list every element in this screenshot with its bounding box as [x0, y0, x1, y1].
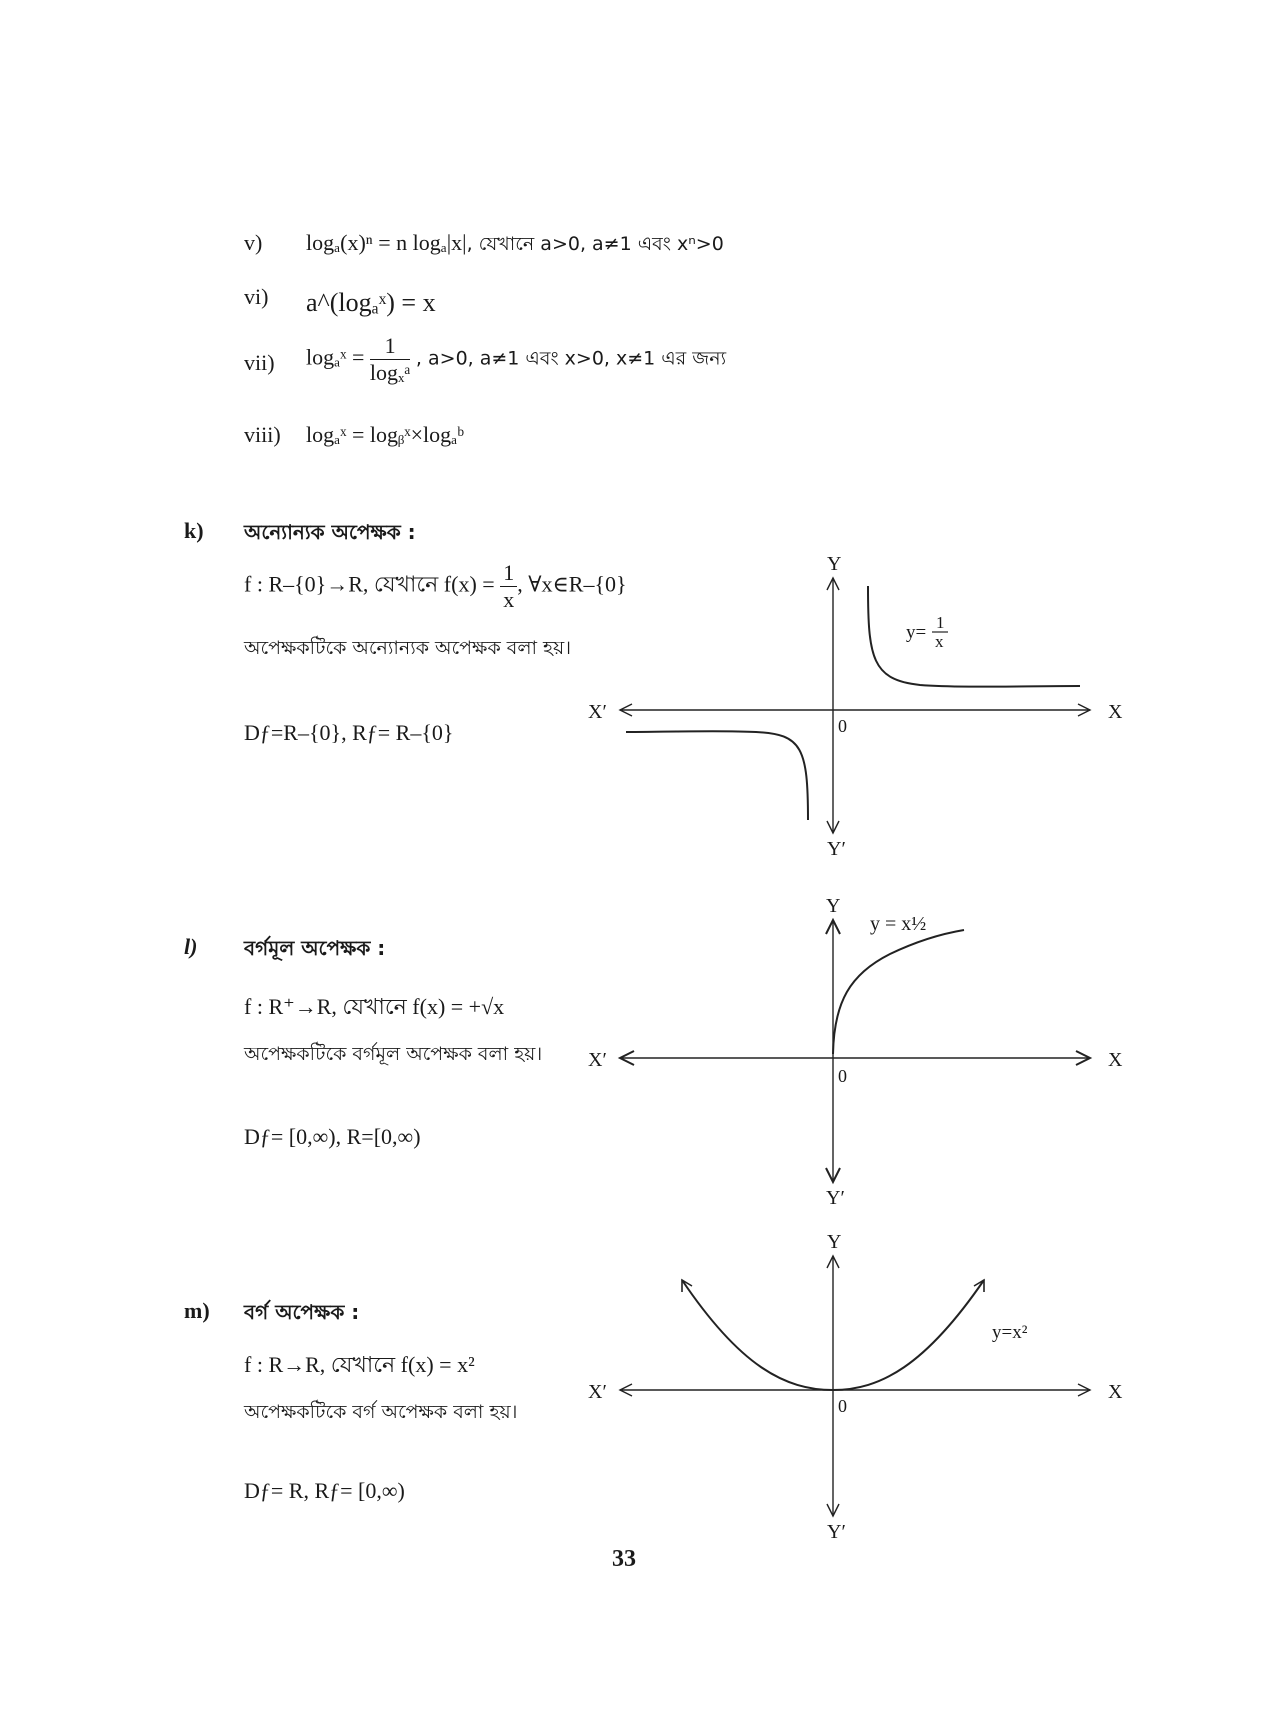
- section-m-description: অপেক্ষকটিকে বর্গ অপেক্ষক বলা হয়।: [244, 1401, 518, 1423]
- section-k-title: অন্যোন্যক অপেক্ষক :: [244, 520, 416, 544]
- y-axis-top-label: Y: [827, 1231, 842, 1253]
- rule-v-condition: , যেখানে a>0, a≠1 এবং xⁿ>0: [466, 233, 724, 255]
- curve-third-quadrant: [626, 731, 808, 820]
- rule-viii-formula: logₐˣ = logᵦˣ×logₐᵇ: [306, 422, 464, 447]
- section-k-def-start: f : R–{0}→R, যেখানে f(x) =: [244, 571, 495, 597]
- section-k-description: অপেক্ষকটিকে অন্যোন্যক অপেক্ষক বলা হয়।: [244, 637, 572, 659]
- origin-label: 0: [838, 1396, 847, 1416]
- square-function-graph: [580, 1226, 1130, 1546]
- section-l-description: অপেক্ষকটিকে বর্গমূল অপেক্ষক বলা হয়।: [244, 1043, 543, 1065]
- y-axis-bottom-label: Y′: [827, 1521, 846, 1543]
- rule-vii-condition: , a>0, a≠1 এবং x>0, x≠1 এর জন্য: [415, 347, 727, 370]
- curve-label: y = x½: [870, 913, 927, 935]
- x-axis-left-label: X′: [588, 1049, 607, 1071]
- rule-vi-formula: a^(logₐˣ) = x: [306, 288, 436, 317]
- section-l-title: বর্গমূল অপেক্ষক :: [244, 936, 386, 960]
- curve-label: y=x²: [992, 1322, 1028, 1343]
- rule-vii-fraction: [370, 333, 411, 386]
- rule-vii-numerator: 1: [370, 333, 411, 360]
- curve-label-numerator: 1: [936, 613, 945, 632]
- x-axis-left-label: X′: [588, 1381, 607, 1403]
- rule-vi-number: vi): [244, 284, 269, 309]
- y-axis-top-label: Y: [827, 553, 842, 575]
- rule-vii-formula: [306, 333, 726, 386]
- rule-viii-number: viii): [244, 422, 281, 447]
- section-m-domain-range: Dƒ= R, Rƒ= [0,∞): [244, 1478, 405, 1503]
- page-number: 33: [612, 1546, 636, 1572]
- rule-v-number: v): [244, 230, 263, 255]
- origin-label: 0: [838, 1066, 847, 1086]
- x-axis-right-label: X: [1108, 1381, 1123, 1403]
- rule-v-expression: logₐ(x)ⁿ = n logₐ|x|: [306, 230, 467, 255]
- curve-label-denominator: x: [935, 632, 944, 651]
- section-k-label: k): [184, 518, 204, 543]
- section-m-label: m): [184, 1298, 210, 1323]
- y-axis-top-label: Y: [826, 895, 841, 917]
- section-k-def-end: , ∀x∈R–{0}: [517, 571, 627, 597]
- rule-v-formula: [306, 230, 724, 262]
- square-root-function-graph: [580, 892, 1130, 1210]
- section-l-label: l): [184, 934, 198, 959]
- section-k-def-denominator: x: [503, 587, 515, 612]
- section-k-def-numerator: 1: [500, 560, 517, 587]
- curve-label: y=: [906, 622, 927, 643]
- section-m-definition: f : R→R, যেখানে f(x) = x²: [244, 1352, 475, 1377]
- section-k-domain-range: Dƒ=R–{0}, Rƒ= R–{0}: [244, 720, 454, 745]
- sqrt-curve: [833, 930, 964, 1054]
- x-axis-left-label: X′: [588, 701, 607, 723]
- y-axis-bottom-label: Y′: [827, 838, 846, 860]
- y-axis-bottom-label: Y′: [826, 1187, 845, 1209]
- x-axis-right-label: X: [1108, 701, 1123, 723]
- section-l-definition: f : R⁺→R, যেখানে f(x) = +√x: [244, 994, 505, 1019]
- curve-first-quadrant: [868, 586, 1080, 687]
- section-l-domain-range: Dƒ= [0,∞), R=[0,∞): [244, 1124, 421, 1149]
- section-k-def-fraction: [500, 560, 517, 613]
- section-k-definition: [244, 560, 627, 613]
- rule-vii-denominator: logₓᵃ: [369, 360, 411, 385]
- section-m-title: বর্গ অপেক্ষক :: [244, 1300, 360, 1324]
- rule-vii-lhs: logₐˣ =: [306, 344, 365, 370]
- origin-label: 0: [838, 716, 847, 736]
- rule-vii-number: vii): [244, 350, 275, 375]
- x-axis-right-label: X: [1108, 1049, 1123, 1071]
- reciprocal-function-graph: [580, 548, 1130, 868]
